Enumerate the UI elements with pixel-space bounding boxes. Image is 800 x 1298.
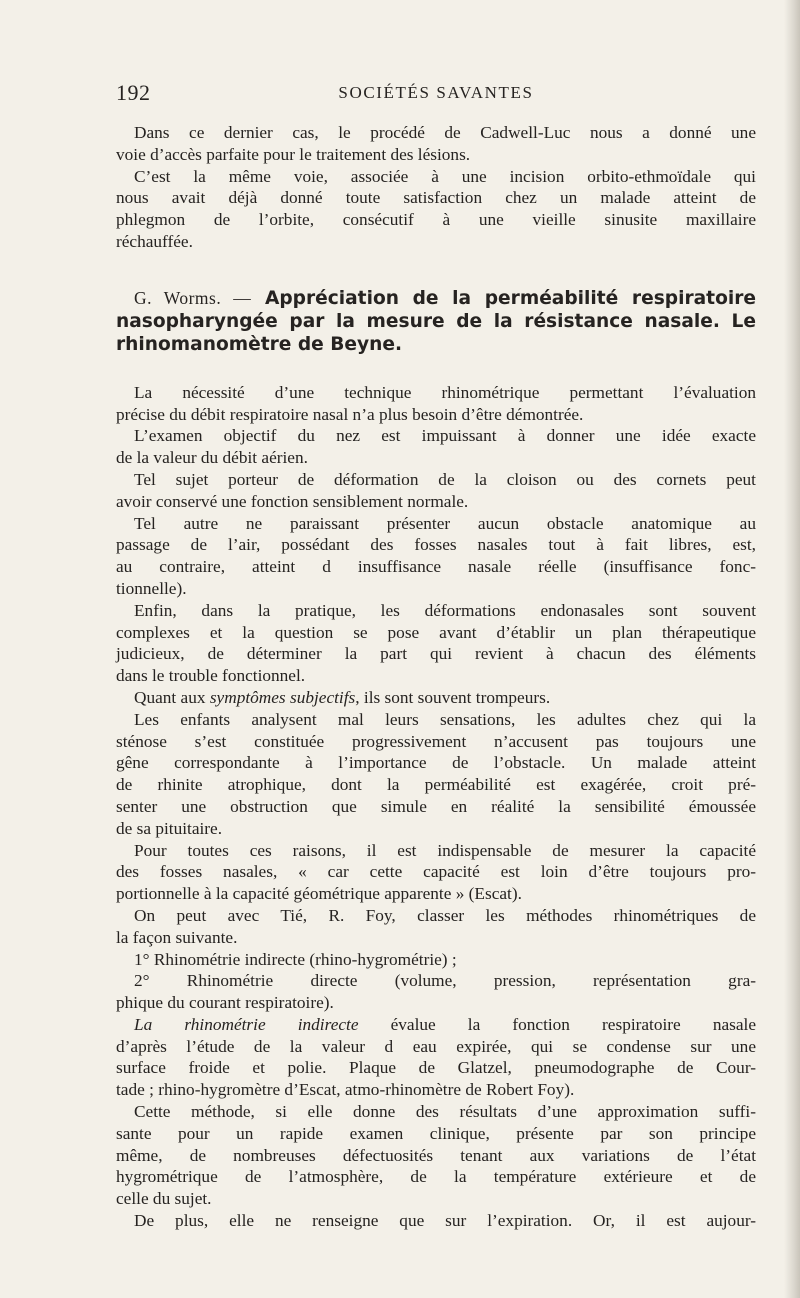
text-line xyxy=(116,1014,756,1036)
text-line: sténose s’est constituée progressivement n’accusent pas toujours une xyxy=(116,731,756,751)
article-body xyxy=(116,382,756,1232)
text-line: portionnelle à la capacité géométrique apparente » (Escat). xyxy=(116,884,522,904)
text-line: dans le trouble fonctionnel. xyxy=(116,666,306,686)
article-title-line: rhinomanomètre de Beyne. xyxy=(116,333,403,355)
text-line: voie d’accès parfaite pour le traitement des lésions. xyxy=(116,144,471,164)
text-line: La nécessité d’une technique rhinométrique permettant l’évaluation xyxy=(134,382,756,402)
text-line: phique du courant respiratoire). xyxy=(116,993,334,1013)
page-edge-shadow xyxy=(784,0,800,1298)
text-line: tionnelle). xyxy=(116,578,187,598)
text-line: nous avait déjà donné toute satisfaction chez un malade atteint de xyxy=(116,188,756,208)
text-fragment: , ils sont souvent trompeurs. xyxy=(355,687,551,707)
text-line: tade ; rhino-hygromètre d’Escat, atmo-rhinomètre de Robert Foy). xyxy=(116,1080,575,1100)
text-line: gêne correspondante à l’importance de l’obstacle. Un malade atteint xyxy=(116,753,756,773)
text-line: au contraire, atteint d insuffisance nasale réelle (insuffisance fonc- xyxy=(116,557,756,577)
text-line: De plus, elle ne renseigne que sur l’expiration. Or, il est aujour- xyxy=(134,1211,756,1231)
article-title-part: Appréciation de la perméabilité respiratoire xyxy=(264,287,756,309)
running-header xyxy=(116,80,756,106)
text-line: celle du sujet. xyxy=(116,1189,212,1209)
text-line: phlegmon de l’orbite, consécutif à une vieille sinusite maxillaire xyxy=(116,210,756,230)
page-content xyxy=(116,122,756,1232)
text-line: Enfin, dans la pratique, les déformations endonasales sont souvent xyxy=(134,600,756,620)
text-line: précise du débit respiratoire nasal n’a plus besoin d’être démontrée. xyxy=(116,404,584,424)
text-line: la façon suivante. xyxy=(116,927,238,947)
text-line: sante pour un rapide examen clinique, présente par son principe xyxy=(116,1123,756,1143)
text-line: de la valeur du débit aérien. xyxy=(116,448,308,468)
text-line: Tel sujet porteur de déformation de la cloison ou des cornets peut xyxy=(134,469,756,489)
article-title-line xyxy=(116,287,756,310)
running-title: SOCIÉTÉS SAVANTES xyxy=(338,83,534,102)
text-line: Dans ce dernier cas, le procédé de Cadwell-Luc nous a donné une xyxy=(134,123,756,142)
text-line: surface froide et polie. Plaque de Glatzel, pneumodographe de Cour- xyxy=(116,1058,756,1078)
text-fragment: Quant aux xyxy=(134,687,210,707)
text-line: des fosses nasales, « car cette capacité est loin d’être toujours pro- xyxy=(116,862,756,882)
text-line: judicieux, de déterminer la part qui revient à chacun des éléments xyxy=(116,644,756,664)
text-line: de rhinite atrophique, dont la perméabilité est exagérée, croit pré- xyxy=(116,775,756,795)
text-line: complexes et la question se pose avant d’établir un plan thérapeutique xyxy=(116,622,756,642)
text-line: Les enfants analysent mal leurs sensations, les adultes chez qui la xyxy=(134,709,756,729)
text-line: de sa pituitaire. xyxy=(116,818,223,838)
text-line: Tel autre ne paraissant présenter aucun obstacle anatomique au xyxy=(134,513,756,533)
text-line: C’est la même voie, associée à une incision orbito-ethmoïdale qui xyxy=(134,166,756,186)
text-fragment: évalue la fonction respiratoire nasale xyxy=(358,1014,756,1034)
text-line: On peut avec Tié, R. Foy, classer les méthodes rhinométriques de xyxy=(134,905,756,925)
page-number: 192 xyxy=(116,80,151,105)
text-line: réchauffée. xyxy=(116,231,193,251)
text-line: d’après l’étude de la valeur d eau expirée, qui se condense sur une xyxy=(116,1036,756,1056)
italic-phrase: symptômes subjectifs xyxy=(209,687,356,707)
text-line: avoir conservé une fonction sensiblement normale. xyxy=(116,491,469,511)
intro-paragraphs xyxy=(116,122,756,253)
text-line xyxy=(116,687,756,709)
text-line: 2° Rhinométrie directe (volume, pression, représentation gra- xyxy=(134,971,756,991)
article-heading xyxy=(116,287,756,356)
text-line: 1° Rhinométrie indirecte (rhino-hygrométrie) ; xyxy=(134,949,457,969)
text-line: Cette méthode, si elle donne des résultats d’une approximation suffi- xyxy=(134,1102,756,1122)
article-title-line: nasopharyngée par la mesure de la résistance nasale. Le xyxy=(116,310,756,332)
text-line: Pour toutes ces raisons, il est indispensable de mesurer la capacité xyxy=(134,840,756,860)
text-line: hygrométrique de l’atmosphère, de la température extérieure et de xyxy=(116,1167,756,1187)
text-line: même, de nombreuses défectuosités tenant aux variations de l’état xyxy=(116,1145,756,1165)
text-line: L’examen objectif du nez est impuissant à donner une idée exacte xyxy=(134,426,756,446)
article-author: G. Worms. — xyxy=(134,287,252,308)
italic-phrase: La rhinométrie indirecte xyxy=(134,1014,359,1034)
text-line: senter une obstruction que simule en réalité la sensibilité émoussée xyxy=(116,796,756,816)
text-line: passage de l’air, possédant des fosses nasales tout à fait libres, est, xyxy=(116,535,756,555)
